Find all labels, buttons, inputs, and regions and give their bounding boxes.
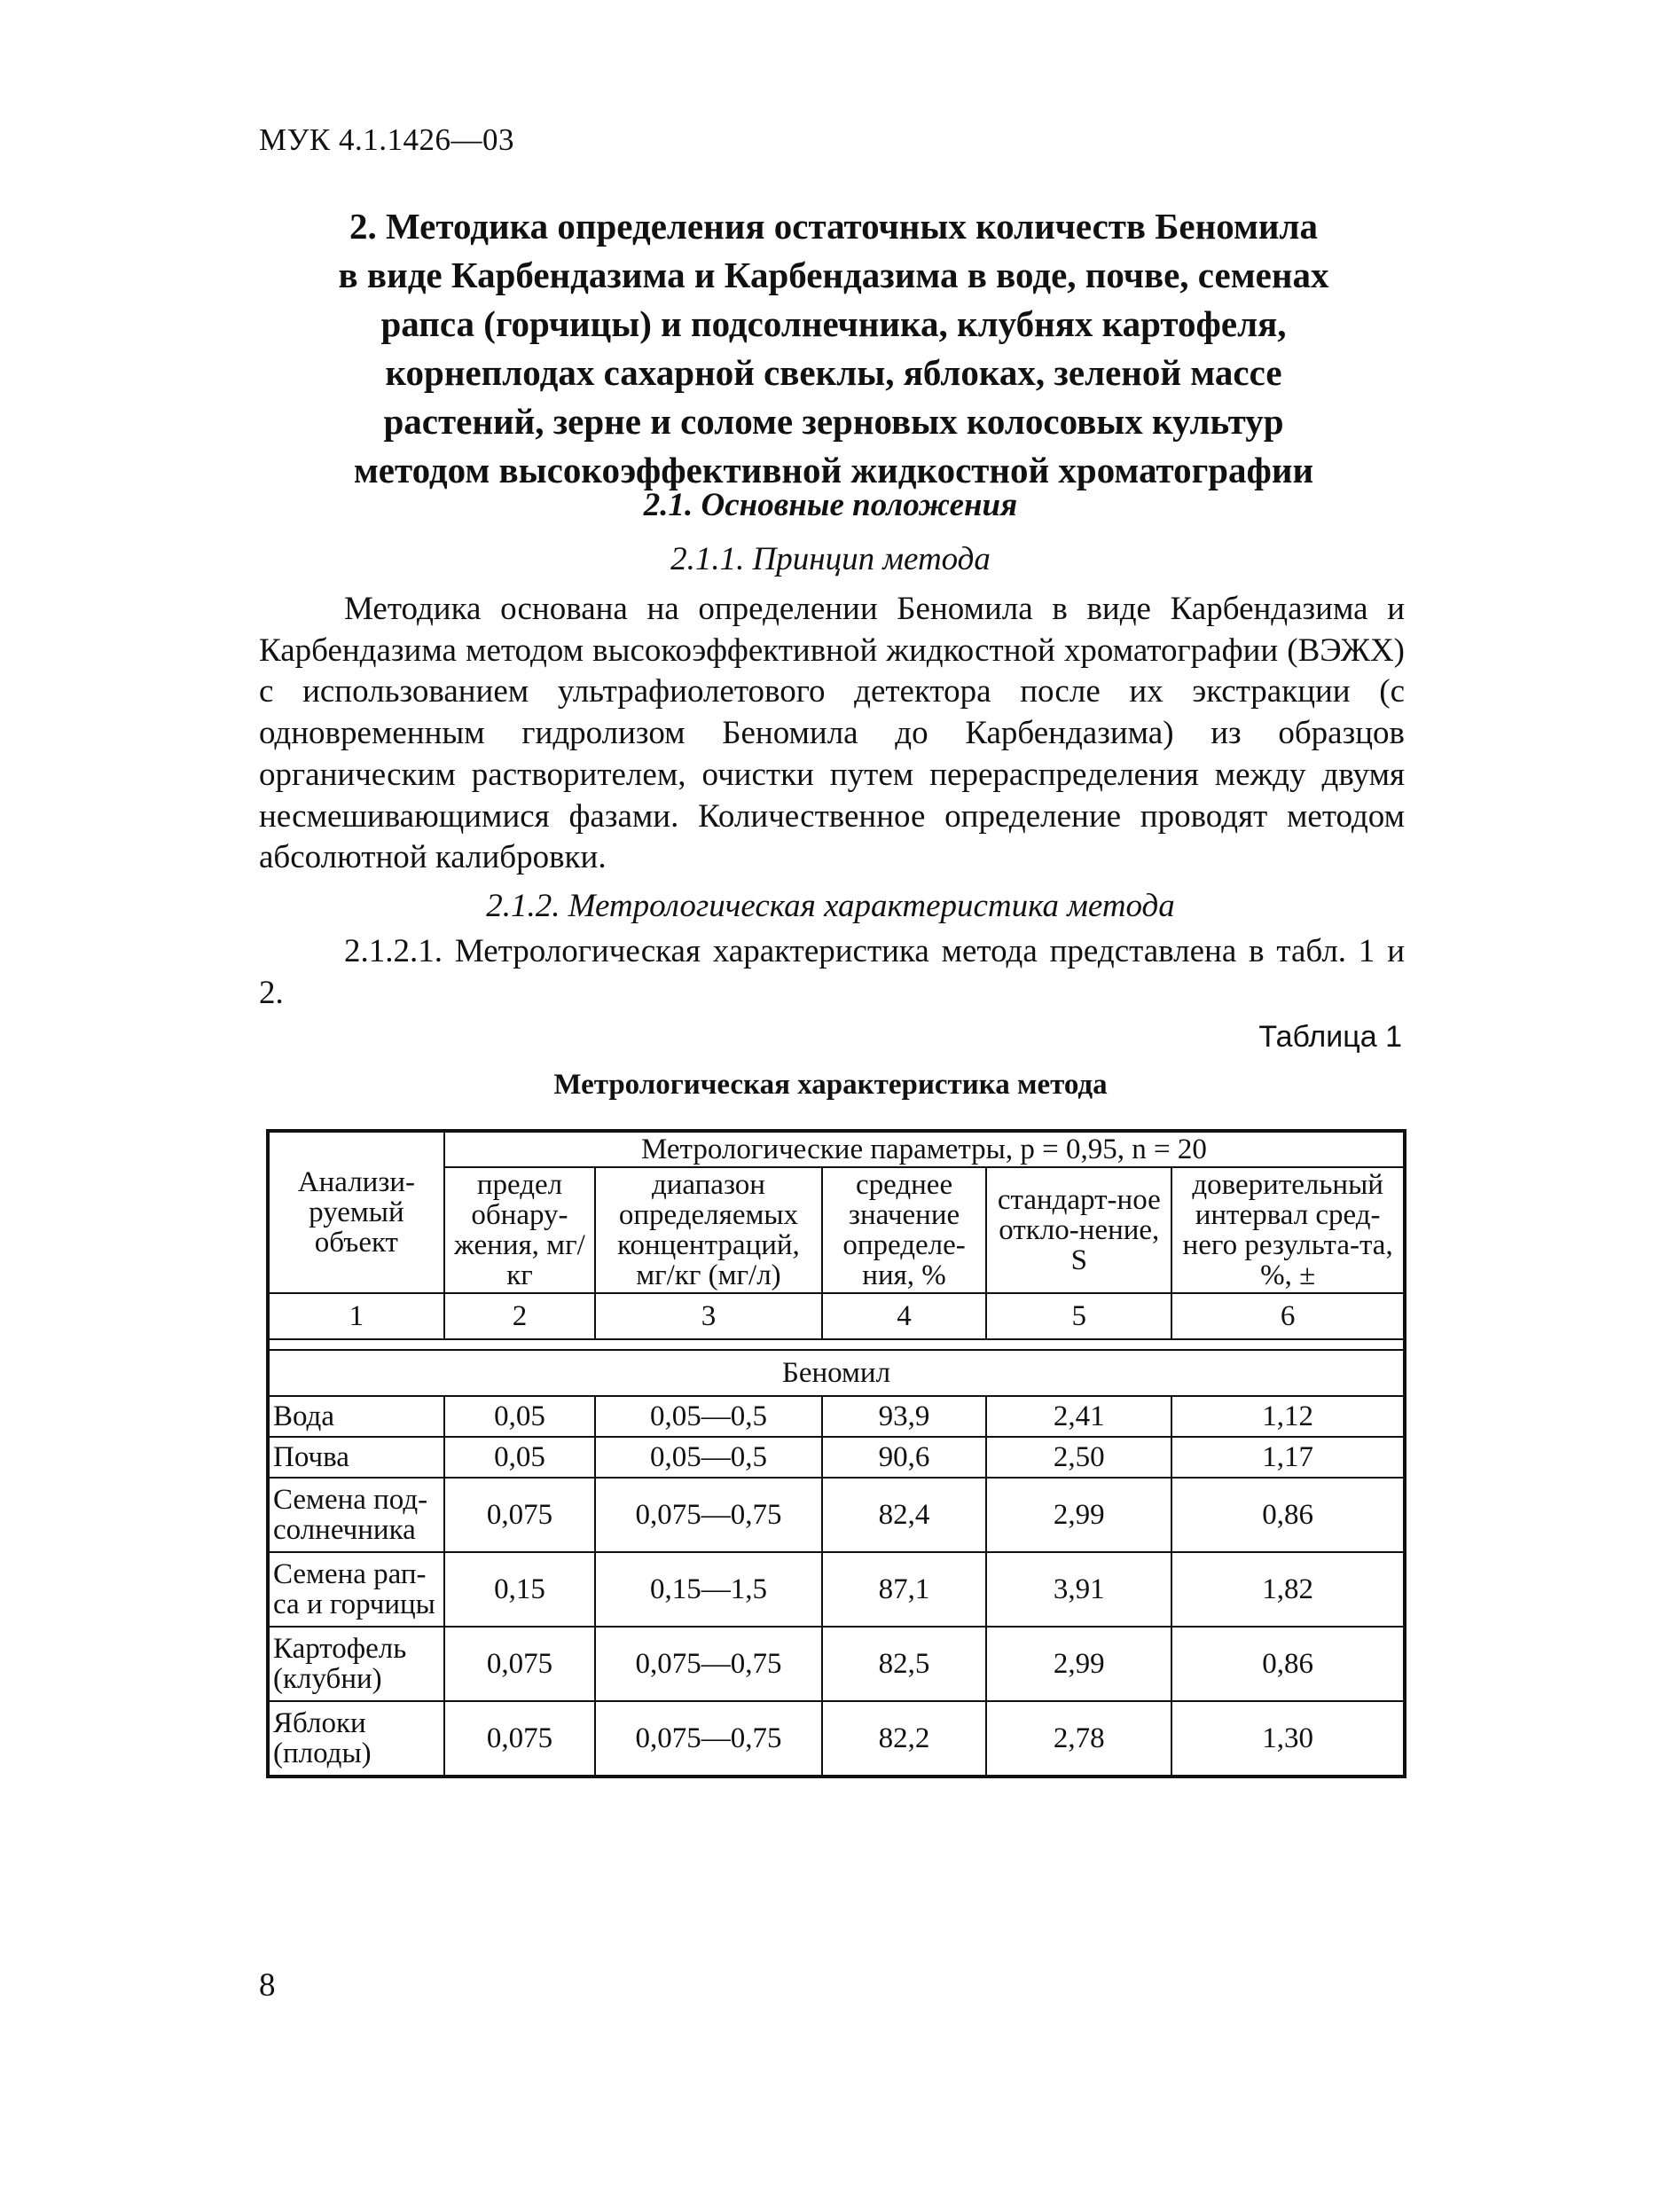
cell-range: 0,05—0,5 <box>595 1396 822 1437</box>
cell-ci: 1,12 <box>1171 1396 1405 1437</box>
subsection-heading-2-1: 2.1. Основные положения <box>643 487 1018 523</box>
section-title <box>266 202 1401 495</box>
cell-limit: 0,05 <box>444 1396 595 1437</box>
title-line: методом высокоэффективной жидкостной хроматографии <box>353 450 1314 490</box>
cell-mean: 82,2 <box>822 1701 987 1777</box>
cell-sd: 2,50 <box>986 1437 1171 1478</box>
title-line: в виде Карбендазима и Карбендазима в воде, почве, семенах <box>338 255 1329 295</box>
cell-object: Вода <box>268 1396 444 1437</box>
header-confidence: доверительный интервал сред-него результа-та, %, ± <box>1171 1167 1405 1293</box>
cell-sd: 2,41 <box>986 1396 1171 1437</box>
header-std-dev: стандарт-ное откло-нение, S <box>986 1167 1171 1293</box>
cell-object: Почва <box>268 1437 444 1478</box>
column-number-row <box>268 1293 1405 1339</box>
header-mean: среднее значение определе-ния, % <box>822 1167 987 1293</box>
header-object: Анализи-руемый объект <box>268 1131 444 1293</box>
column-number: 2 <box>444 1293 595 1339</box>
cell-limit: 0,05 <box>444 1437 595 1478</box>
table-row <box>268 1627 1405 1701</box>
column-number: 6 <box>1171 1293 1405 1339</box>
table-row <box>268 1478 1405 1552</box>
cell-sd: 2,99 <box>986 1478 1171 1552</box>
header-detection-limit: предел обнару-жения, мг/кг <box>444 1167 595 1293</box>
cell-object: Яблоки (плоды) <box>268 1701 444 1777</box>
cell-sd: 2,78 <box>986 1701 1171 1777</box>
cell-mean: 93,9 <box>822 1396 987 1437</box>
cell-object: Семена рап-са и горчицы <box>268 1552 444 1627</box>
header-range: диапазон определяемых концентраций, мг/кг (мг/л) <box>595 1167 822 1293</box>
table-row <box>268 1437 1405 1478</box>
metrology-paragraph: 2.1.2.1. Метрологическая характеристика метода представлена в табл. 1 и 2. <box>259 933 1405 1011</box>
cell-limit: 0,075 <box>444 1701 595 1777</box>
cell-range: 0,05—0,5 <box>595 1437 822 1478</box>
column-number: 1 <box>268 1293 444 1339</box>
cell-mean: 90,6 <box>822 1437 987 1478</box>
table-header-row <box>268 1131 1405 1167</box>
cell-object: Картофель (клубни) <box>268 1627 444 1701</box>
column-number: 3 <box>595 1293 822 1339</box>
page-number: 8 <box>259 1967 276 2004</box>
table-row <box>268 1396 1405 1437</box>
method-principle-paragraph: Методика основана на определении Беномила в виде Карбендазима и Карбендазима методом высокоэффективной жидкостной хроматографии (ВЭЖХ) с использованием ультрафиолетового детектора после их экстракции (с одновременным гидролизом Беномила до Карбендазима) из образцов органическим растворителем, очистки путем перераспределения между двумя несмешивающимися фазами. Количественное определение проводят методом абсолютной калибровки. <box>259 591 1405 876</box>
table-title: Метрологическая характеристика метода <box>553 1069 1108 1101</box>
title-line: рапса (горчицы) и подсолнечника, клубнях картофеля, <box>380 303 1287 344</box>
table-row <box>268 1701 1405 1777</box>
title-line: растений, зерне и соломе зерновых колосовых культур <box>383 401 1284 442</box>
cell-ci: 1,82 <box>1171 1552 1405 1627</box>
group-label: Беномил <box>268 1350 1405 1396</box>
cell-range: 0,075—0,75 <box>595 1701 822 1777</box>
cell-limit: 0,15 <box>444 1552 595 1627</box>
cell-ci: 1,30 <box>1171 1701 1405 1777</box>
cell-range: 0,075—0,75 <box>595 1478 822 1552</box>
header-params: Метрологические параметры, p = 0,95, n = 20 <box>444 1131 1405 1167</box>
title-line: 2. Методика определения остаточных количеств Беномила <box>349 206 1319 247</box>
table-label: Таблица 1 <box>1258 1020 1402 1054</box>
cell-object: Семена под-солнечника <box>268 1478 444 1552</box>
cell-range: 0,15—1,5 <box>595 1552 822 1627</box>
metrology-table <box>266 1129 1406 1778</box>
cell-mean: 82,4 <box>822 1478 987 1552</box>
cell-limit: 0,075 <box>444 1478 595 1552</box>
column-number: 4 <box>822 1293 987 1339</box>
table-row <box>268 1552 1405 1627</box>
cell-range: 0,075—0,75 <box>595 1627 822 1701</box>
cell-sd: 2,99 <box>986 1627 1171 1701</box>
table-separator <box>268 1339 1405 1350</box>
cell-sd: 3,91 <box>986 1552 1171 1627</box>
document-code-header: МУК 4.1.1426—03 <box>259 122 514 157</box>
cell-ci: 1,17 <box>1171 1437 1405 1478</box>
group-row <box>268 1350 1405 1396</box>
title-line: корнеплодах сахарной свеклы, яблоках, зеленой массе <box>385 352 1282 393</box>
cell-ci: 0,86 <box>1171 1627 1405 1701</box>
column-number: 5 <box>986 1293 1171 1339</box>
cell-mean: 82,5 <box>822 1627 987 1701</box>
cell-limit: 0,075 <box>444 1627 595 1701</box>
cell-ci: 0,86 <box>1171 1478 1405 1552</box>
subsection-heading-2-1-1: 2.1.1. Принцип метода <box>670 541 991 577</box>
cell-mean: 87,1 <box>822 1552 987 1627</box>
subsection-heading-2-1-2: 2.1.2. Метрологическая характеристика метода <box>486 888 1175 924</box>
